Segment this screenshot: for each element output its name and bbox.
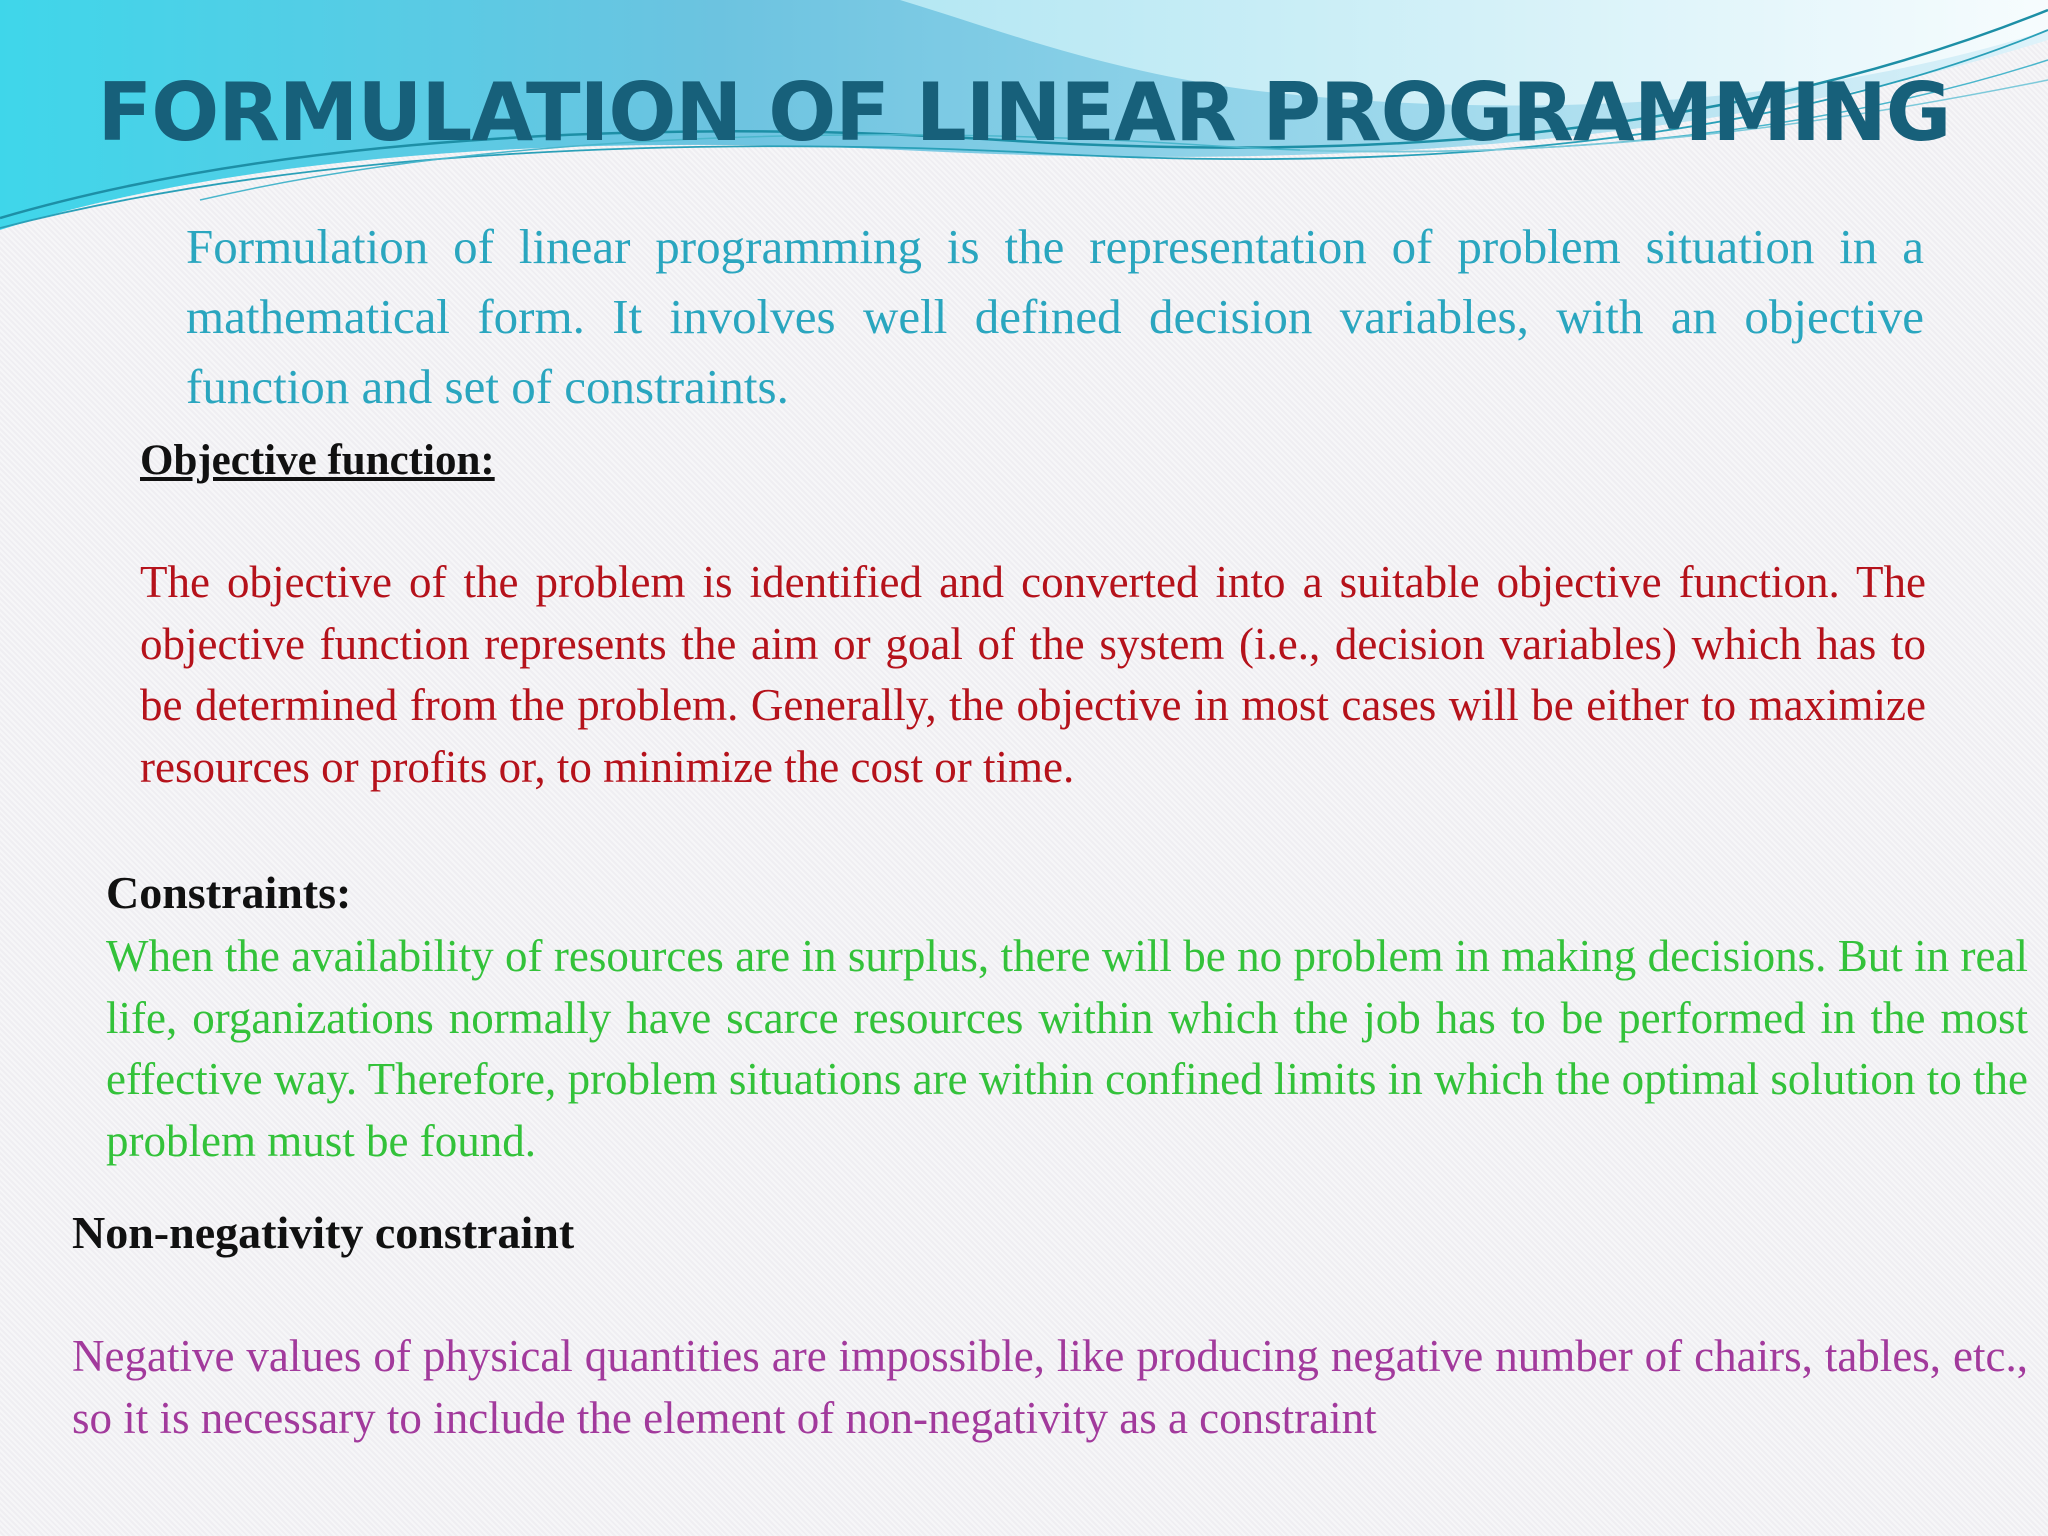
intro-paragraph: Formulation of linear programming is the representation of problem situation in a mathematical form. It involves well defined decision variables, with an objective function and set of constraints. <box>186 219 1924 414</box>
constraints-paragraph: When the availability of resources are in surplus, there will be no problem in making decisions. But in real life, organizations normally have scarce resources within which the job has to be performed in the most effective way. Therefore, problem situations are within confined limits in which the optimal solution to the problem must be found. <box>106 931 2028 1166</box>
constraints-heading: Constraints: <box>106 867 352 918</box>
slide-title: FORMULATION OF LINEAR PROGRAMMING <box>97 66 1951 159</box>
objective-function-paragraph: The objective of the problem is identified and converted into a suitable objective function. The objective function represents the aim or goal of the system (i.e., decision variables) which has to be determined from the problem. Generally, the objective in most cases will be either to maximize resources or profits or, to minimize the cost or time. <box>140 557 1926 792</box>
non-negativity-paragraph: Negative values of physical quantities are impossible, like producing negative number of chairs, tables, etc., so it is necessary to include the element of non-negativity as a constraint <box>72 1331 2028 1443</box>
objective-function-heading: Objective function: <box>140 437 495 484</box>
non-negativity-heading: Non-negativity constraint <box>72 1207 575 1258</box>
